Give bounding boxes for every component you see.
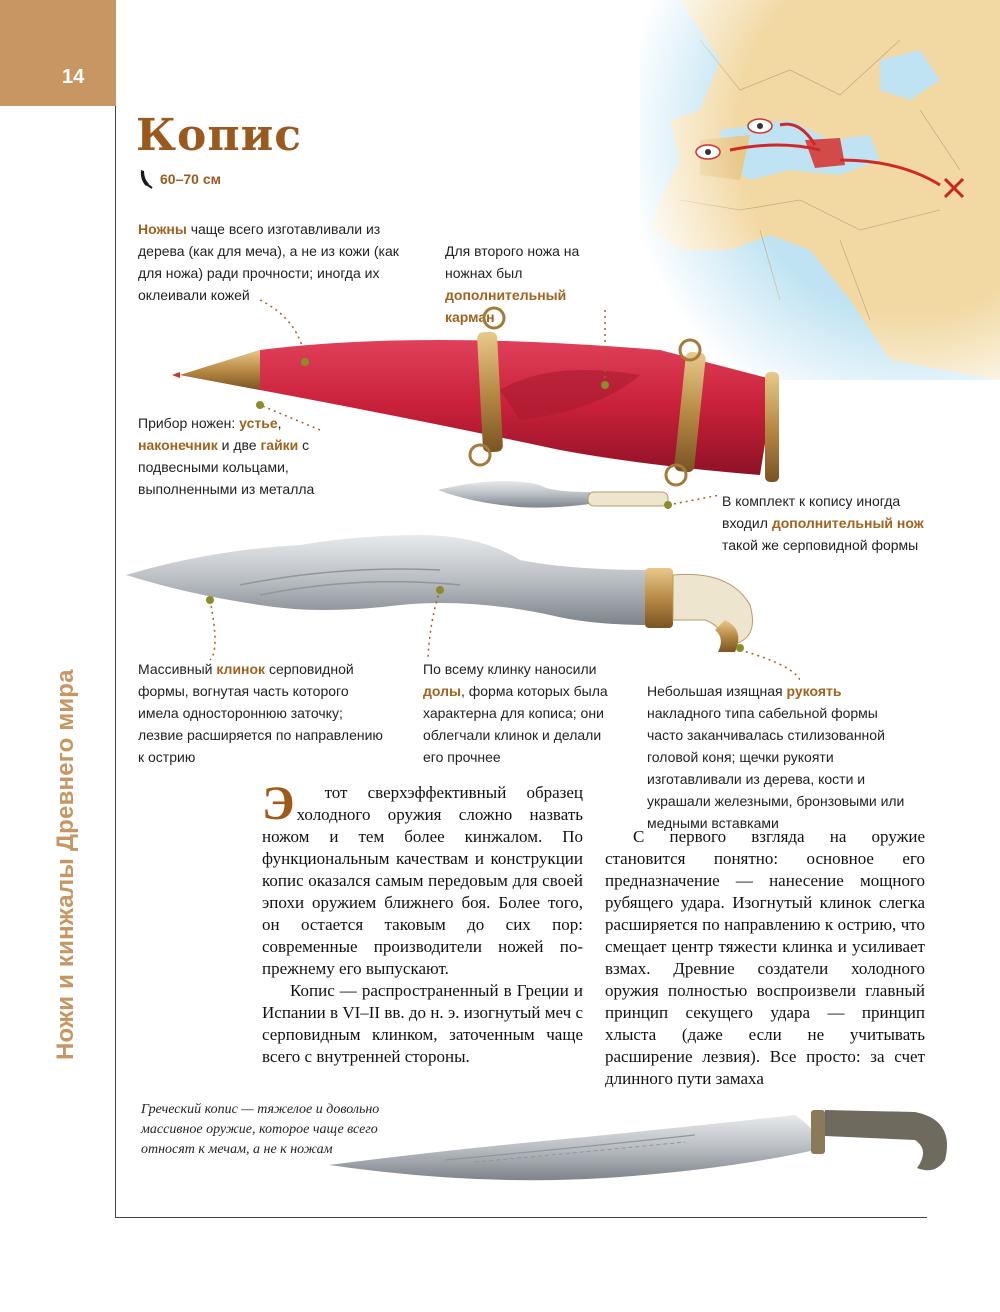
figure-caption: Греческий копис — тяжелое и довольно массивное оружие, которое чаще всего относят к мечам, а не к ножам [141,1102,380,1157]
drop-cap: Э [262,777,295,830]
callout-fullers: По всему клинку наносили долы, форма которых была характерна для кописа; они облегчали клинок и делали его прочнее [423,661,608,765]
scabbard [172,308,779,485]
callout-extra-knife: В комплект к копису иногда входил дополнительный нож такой же серповидной формы [722,493,924,553]
callout-scabbard: Ножны чаще всего изготавливали из дерева (как для меча), а не из кожи (как для ножа) ради прочности; иногда их оклеивали кожей [138,221,399,303]
running-title: Ножи и кинжалы Древнего мира [52,669,79,1060]
callout-handle: Небольшая изящная рукоять накладного типа сабельной формы часто заканчивалась стилизованной головой коня; щечки рукояти изготавливали из дерева, кости и украшали железными, бронзовыми или медными вставками [647,683,905,831]
callout-pocket: Для второго ножа на ножнах был дополнительный карман [445,243,580,325]
callout-fittings: Прибор ножен: устье, наконечник и две гайки с подвесными кольцами, выполненными из металла [138,415,315,497]
page-title: Копис [136,110,303,161]
extra-knife [438,481,668,508]
side-rule [115,106,116,1218]
page-tab [0,0,116,106]
body-column-left: Э тот сверхэффективный образец холодного оружия сложно назвать ножом и тем более кинжалом. По функциональным качествам и конструкции копис оказался самым передовым для своей эпохи оружием ближнего боя. Более того, он остается таковым до сих пор: современные производители ножей по-прежнему его выпускают. Копис — распространенный в Греции и Испании в VI–II вв. до н. э. изогнутый меч с серповидным клинком, заточенным чаще всего с внутренней стороны. [262,782,583,1068]
length-label: 60–70 см [160,171,221,187]
dagger-icon [138,168,156,190]
greek-kopis-illustration [325,1090,950,1190]
callout-blade: Массивный клинок серповидной формы, вогнутая часть которого имела одностороннюю заточку; лезвие расширяется по направлению к острию [138,661,383,765]
body-column-right: С первого взгляда на оружие становится понятно: основное его предназначение — нанесение мощного рубящего удара. Изогнутый клинок слегка расширяется по направлению к острию, что смещает центр тяжести клинка и усиливает взмах. Древние создатели холодного оружия полностью воспроизвели главный принцип секущего удара — принцип хлыста (даже если не учитывать расширение лезвия). Все просто: за счет длинного пути замаха [605,827,925,1088]
kopis-illustration [120,280,800,700]
bottom-rule [115,1217,927,1218]
page-number: 14 [62,66,85,88]
